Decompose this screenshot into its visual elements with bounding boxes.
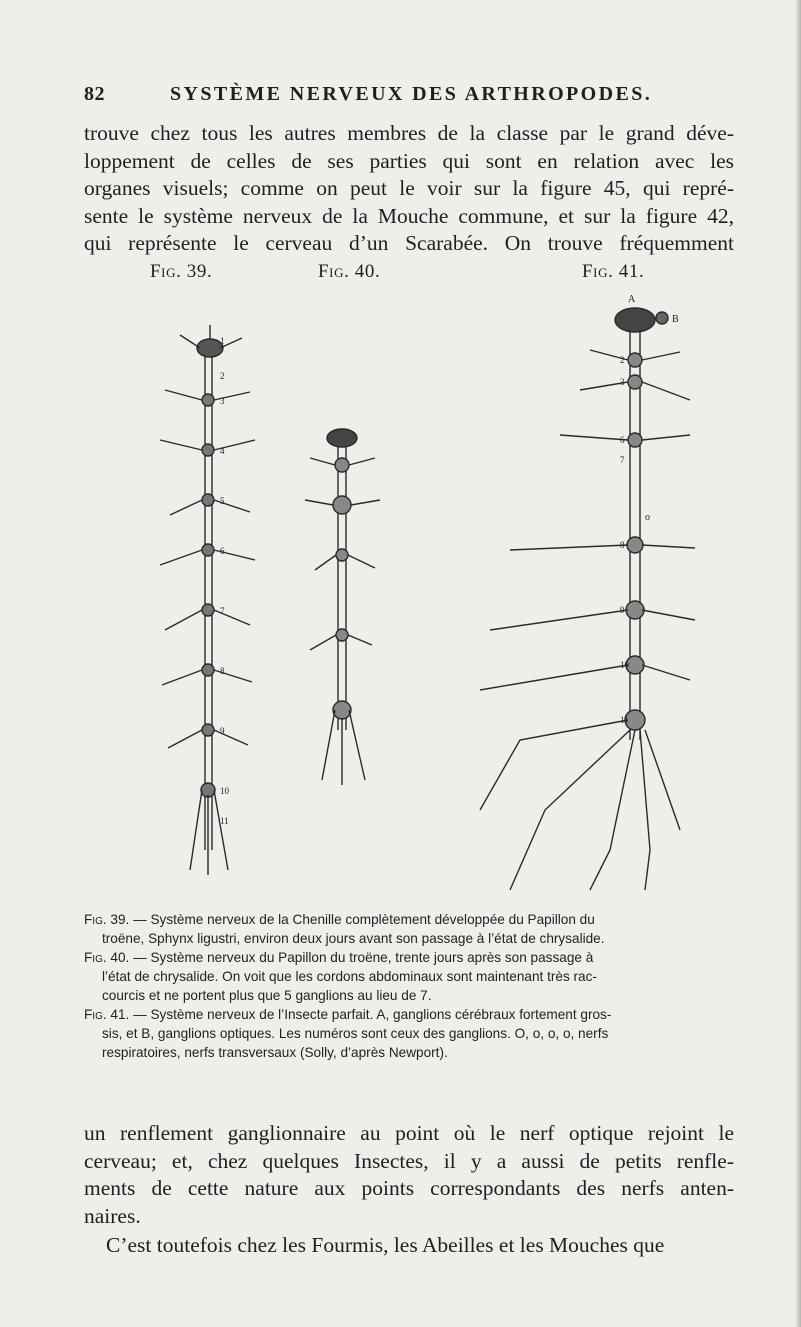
text-line: loppement de celles de ses parties qui sont en relation avec les xyxy=(84,148,734,173)
text-line: C’est toutefois chez les Fourmis, les Abeilles et les Mouches que xyxy=(106,1233,665,1257)
fig40-caption-ref: Fig. 40. xyxy=(84,950,130,965)
ganglion-label: 6 xyxy=(220,546,225,556)
caption-line xyxy=(84,948,738,967)
fig39-caption xyxy=(84,910,738,948)
text-line: trouve chez tous les autres membres de la classe par le grand déve- xyxy=(84,121,734,145)
page-edge-shadow xyxy=(795,0,801,1327)
ganglion-label: 11 xyxy=(620,715,629,725)
text-line: qui représente le cerveau d’un Scarabée. On trouve fréquemment xyxy=(84,231,734,255)
fig39-caption-ref: Fig. 39. xyxy=(84,912,130,927)
ganglion-label: 8 xyxy=(220,666,225,676)
text-line: ments de cette nature aux points correspondants des nerfs anten- xyxy=(84,1176,734,1200)
page-header xyxy=(0,83,801,109)
ganglion-label: 5 xyxy=(220,496,225,506)
caption-line: courcis et ne portent plus que 5 ganglions au lieu de 7. xyxy=(102,988,432,1003)
figure-letter-label: B xyxy=(672,314,679,325)
fig40-nervous-system xyxy=(305,429,380,785)
fig41-nervous-system xyxy=(480,308,695,890)
intro-paragraph xyxy=(84,120,734,258)
text-line: un renflement ganglionnaire au point où le nerf optique rejoint le xyxy=(84,1121,734,1145)
figure-letter-label: o xyxy=(645,512,650,523)
fig41-label: Fig. 41. xyxy=(582,261,645,282)
text-line: organes visuels; comme on peut le voir sur la figure 45, qui repré- xyxy=(84,176,734,200)
fig39-nervous-system xyxy=(160,325,255,875)
text-line: sente le système nerveux de la Mouche commune, et sur la figure 42, xyxy=(84,203,734,228)
text-line: naires. xyxy=(84,1203,141,1228)
ganglion-label: 10 xyxy=(220,786,229,796)
ganglion-label: 9 xyxy=(220,726,225,736)
closing-paragraph xyxy=(84,1120,734,1230)
fig41-caption-ref: Fig. 41. xyxy=(84,1007,130,1022)
caption-text: — Système nerveux du Papillon du troëne, trente jours après son passage à xyxy=(133,950,594,965)
text-line: cerveau; et, chez quelques Insectes, il y a aussi de petits renfle- xyxy=(84,1148,734,1173)
caption-line: respiratoires, nerfs transversaux (Solly, d’après Newport). xyxy=(102,1045,448,1060)
ganglion-label: 10 xyxy=(620,660,629,670)
fig40-caption xyxy=(84,948,738,1005)
nervous-system-figures xyxy=(150,290,730,900)
ganglion-label: 8 xyxy=(620,540,625,550)
ganglion-label: 7 xyxy=(220,606,225,616)
fig39-label: Fig. 39. xyxy=(150,261,213,282)
ganglion-label: 2 xyxy=(220,371,225,381)
caption-line xyxy=(84,910,738,929)
final-paragraph xyxy=(84,1232,734,1260)
caption-line: l’état de chrysalide. On voit que les cordons abdominaux sont maintenant très rac- xyxy=(102,969,597,984)
fig41-caption xyxy=(84,1005,738,1062)
running-title: SYSTÈME NERVEUX DES ARTHROPODES. xyxy=(170,83,653,105)
ganglion-label: 1 xyxy=(220,336,225,346)
ganglion-label: 3 xyxy=(220,396,225,406)
ganglion-label: 11 xyxy=(220,816,229,826)
figure-letter-label: A xyxy=(628,294,636,305)
caption-text: — Système nerveux de l’Insecte parfait. A, ganglions cérébraux fortement gros- xyxy=(133,1007,612,1022)
caption-text: — Système nerveux de la Chenille complètement développée du Papillon du xyxy=(133,912,595,927)
fig40-label: Fig. 40. xyxy=(318,261,381,282)
caption-line xyxy=(84,1005,738,1024)
ganglion-label: 3 xyxy=(620,377,625,387)
ganglion-label: 4 xyxy=(220,446,225,456)
page-number: 82 xyxy=(84,83,105,105)
ganglion-label: 6 xyxy=(620,435,625,445)
ganglion-label: 2 xyxy=(620,355,625,365)
caption-line: troëne, Sphynx ligustri, environ deux jours avant son passage à l’état de chrysalide. xyxy=(102,931,605,946)
ganglion-label: 9 xyxy=(620,605,625,615)
caption-line: sis, et B, ganglions optiques. Les numéros sont ceux des ganglions. O, o, o, o, nerfs xyxy=(102,1026,609,1041)
figure-captions xyxy=(84,910,738,1062)
ganglion-label: 7 xyxy=(620,455,625,465)
